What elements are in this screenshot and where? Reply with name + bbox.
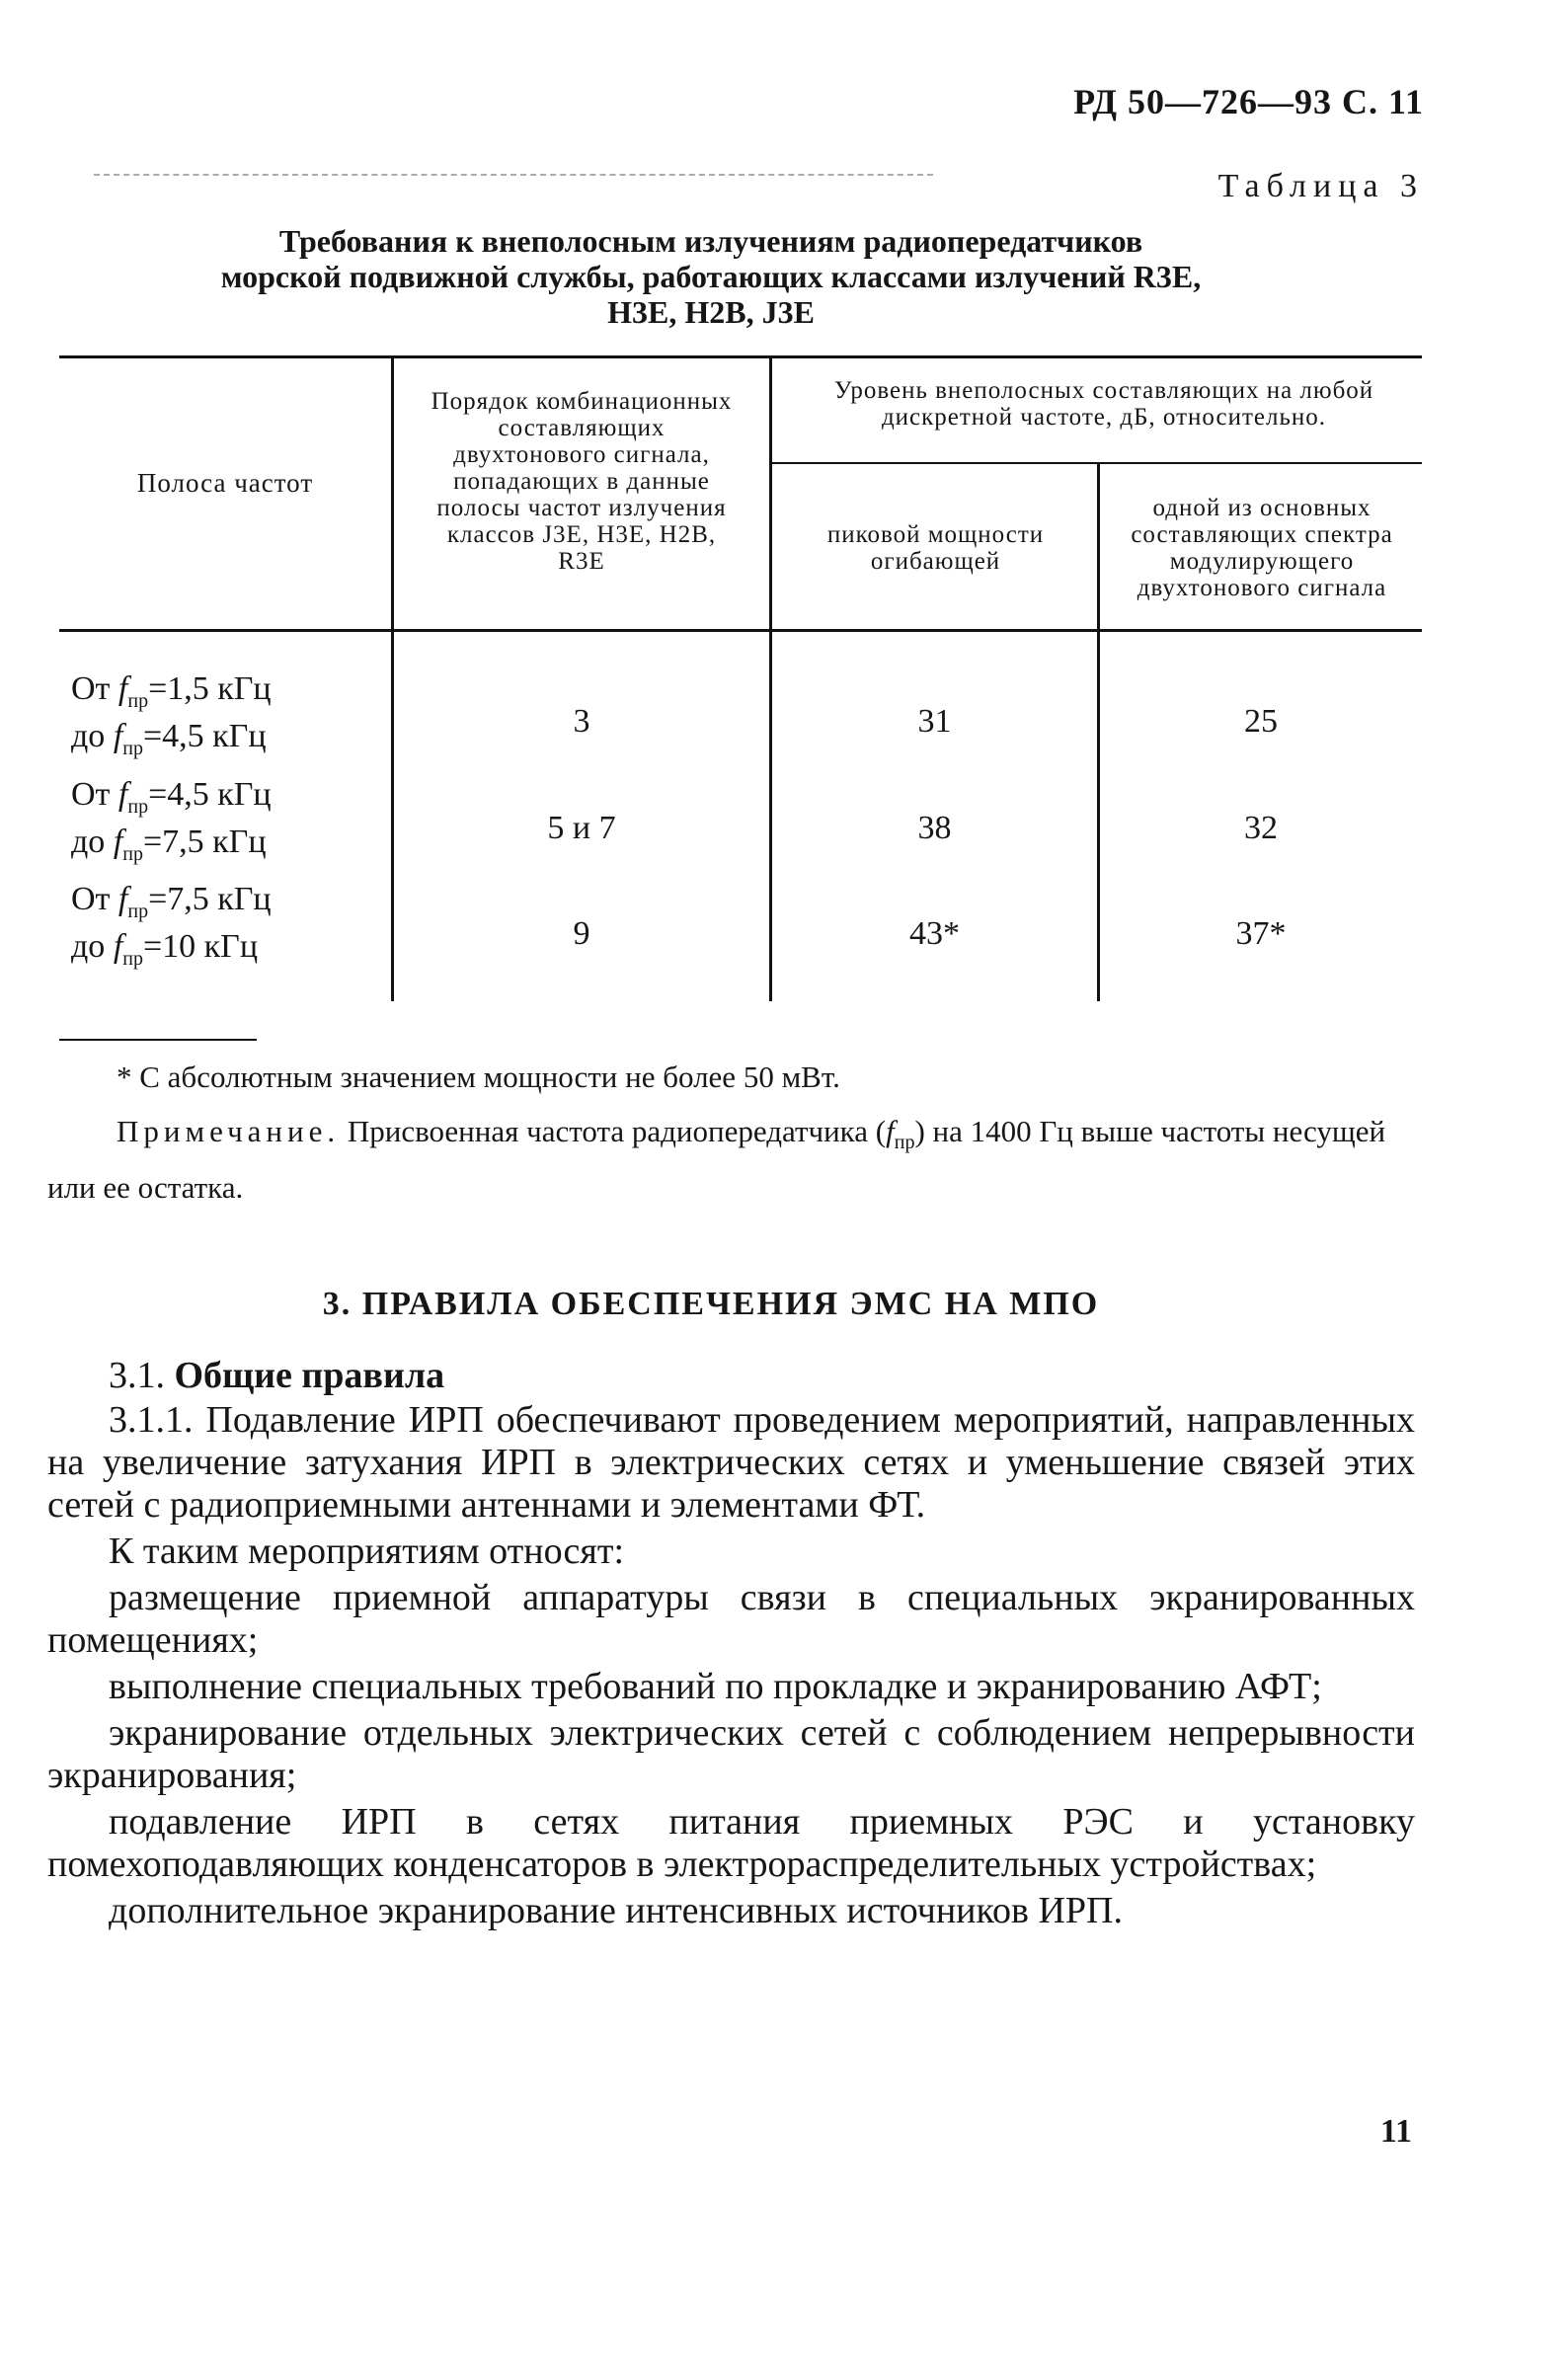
paragraph-4: выполнение специальных требований по прокладке и экранированию АФТ; [109,1666,1322,1707]
note-f-sub: пр [894,1132,915,1154]
paragraph-7: дополнительное экранирование интенсивных источников ИРП. [109,1890,1123,1931]
row1-band [71,671,272,766]
row2-from-value: =4,5 кГц [148,776,272,813]
section-title: 3. ПРАВИЛА ОБЕСПЕЧЕНИЯ ЭМС НА МПО [322,1286,1100,1322]
col-header-one: одной из основных составляющих спектра модулирующего двухтонового сигнала [1131,495,1393,601]
row1-to-word: до [71,717,106,754]
row1-from-word: От [71,670,111,707]
footnote: * С абсолютным значением мощности не более 50 мВт. [117,1059,840,1094]
row3-to-f: f [113,927,123,965]
row2-order: 5 и 7 [547,810,616,846]
top-dashed-rule [94,174,933,176]
row2-to-sub: пр [122,842,143,865]
subsection-heading [47,1355,1415,1397]
table-header-rule [59,629,1422,632]
row3-one: 37* [1235,915,1287,952]
row2-from-word: От [71,776,111,813]
note-text-before: Присвоенная частота радиопередатчика ( [340,1114,887,1148]
paragraph-2: К таким мероприятиям относят: [109,1530,625,1572]
row3-from-f: f [118,881,128,917]
col-header-level: Уровень внеполосных составляющих на любой дискретной частоте, дБ, относительно. [833,377,1374,431]
row2-to-f: f [113,823,123,860]
row1-peak: 31 [917,703,952,740]
col-header-order: Порядок комбинационных составляющих двухтонового сигнала, попадающих в данные полосы частот излучения классов J3E, H3E, H2B, R3E [431,388,733,575]
row3-band [71,882,272,977]
subsection-title: Общие правила [174,1355,445,1396]
row1-to-f: f [113,717,123,754]
note [47,1109,1415,1211]
row1-from-f: f [118,670,128,707]
row3-to-sub: пр [122,947,143,970]
row3-peak: 43* [909,915,960,952]
section-body [47,1355,1415,1932]
paragraph-6: подавление ИРП в сетях питания приемных РЭС и установку помехоподавляющих конденсаторов в электрораспределительных устройствах; [47,1801,1415,1885]
page-header: РД 50—726—93 С. 11 [1073,82,1424,121]
subsection-number: 3.1. [109,1355,165,1396]
row2-band [71,777,272,872]
col-divider-1 [391,357,394,1001]
row1-from-value: =1,5 кГц [148,670,272,707]
table-label: Таблица 3 [1217,168,1424,204]
row3-from-value: =7,5 кГц [148,881,272,917]
footnote-rule [59,1039,257,1041]
row2-one: 32 [1244,810,1278,846]
col-divider-2 [769,357,772,1001]
col-header-band: Полоса частот [136,468,314,498]
table-top-rule [59,355,1422,358]
row2-peak: 38 [917,810,952,846]
page-number: 11 [1379,2113,1412,2150]
table-title: Требования к внеполосным излучениям радиопередатчиков морской подвижной службы, работающих классами излучений R3E, H3E, H2B, J3E [220,223,1202,330]
note-text-after: ) на 1400 Гц выше частоты несущей или ее остатка. [47,1114,1386,1206]
paragraph-1: 3.1.1. Подавление ИРП обеспечивают проведением мероприятий, направленных на увеличение затухания ИРП в электрических сетях и уменьшение связей этих сетей с радиоприемными антеннами и элементами ФТ. [47,1399,1415,1526]
row1-to-sub: пр [122,737,143,759]
row3-from-word: От [71,881,111,917]
row2-to-word: до [71,823,106,860]
row3-to-word: до [71,927,106,965]
row2-from-sub: пр [127,795,149,818]
paragraph-3: размещение приемной аппаратуры связи в специальных экранированных помещениях; [47,1577,1415,1661]
row2-to-value: =7,5 кГц [142,823,267,860]
row1-order: 3 [573,703,590,740]
row1-from-sub: пр [127,689,149,712]
paragraph-5: экранирование отдельных электрических сетей с соблюдением непрерывности экранирования; [47,1712,1415,1796]
row2-from-f: f [118,776,128,813]
note-f: f [886,1114,895,1148]
note-label: Примечание. [117,1114,341,1148]
row1-one: 25 [1244,703,1278,740]
row1-to-value: =4,5 кГц [142,717,267,754]
row3-from-sub: пр [127,900,149,922]
row3-to-value: =10 кГц [142,927,259,965]
col-header-peak: пиковой мощности огибающей [826,521,1045,575]
row3-order: 9 [573,915,590,952]
